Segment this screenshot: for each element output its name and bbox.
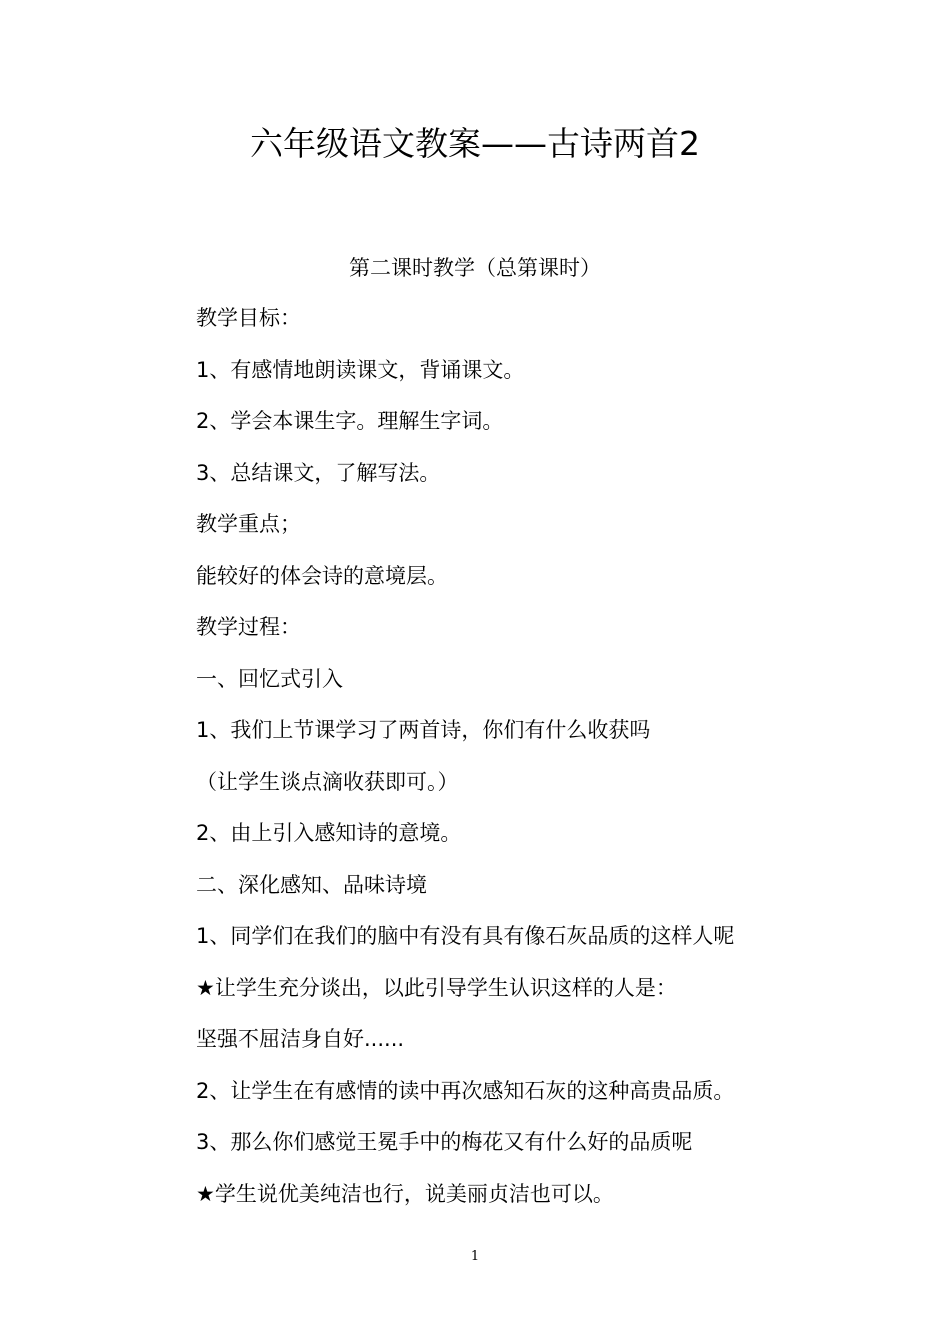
body-line: 2、由上引入感知诗的意境。: [196, 821, 462, 845]
lesson-subtitle: 第二课时教学（总第课时）: [349, 256, 601, 280]
body-line: （让学生谈点滴收获即可。）: [196, 769, 459, 794]
body-line: 能较好的体会诗的意境层。: [196, 563, 448, 588]
body-line: 二、深化感知、品味诗境: [196, 872, 427, 897]
body-line: 1、有感情地朗读课文，背诵课文。: [196, 357, 525, 382]
body-line: 一、回忆式引入: [196, 666, 343, 691]
page-number: 1: [470, 1249, 480, 1264]
body-line: 坚强不屈洁身自好......: [196, 1027, 405, 1051]
body-line: 教学过程：: [196, 615, 301, 639]
body-line: 3、总结课文，了解写法。: [196, 460, 441, 485]
body-line: ★学生说优美纯洁也行，说美丽贞洁也可以。: [196, 1181, 614, 1206]
body-line: ★让学生充分谈出，以此引导学生认识这样的人是：: [196, 975, 677, 1000]
body-line: 教学目标：: [196, 306, 301, 330]
document-title: 六年级语文教案——古诗两首2: [250, 124, 700, 163]
body-line: 2、让学生在有感情的读中再次感知石灰的这种高贵品质。: [196, 1078, 735, 1103]
body-line: 教学重点；: [196, 512, 301, 536]
body-line: 1、我们上节课学习了两首诗，你们有什么收获吗: [196, 718, 651, 742]
body-line: 3、那么你们感觉王冕手中的梅花又有什么好的品质呢: [196, 1130, 693, 1154]
body-line: 2、学会本课生字。理解生字词。: [196, 409, 504, 433]
document-body: [196, 298, 836, 1225]
body-line: 1、同学们在我们的脑中有没有具有像石灰品质的这样人呢: [196, 924, 735, 948]
